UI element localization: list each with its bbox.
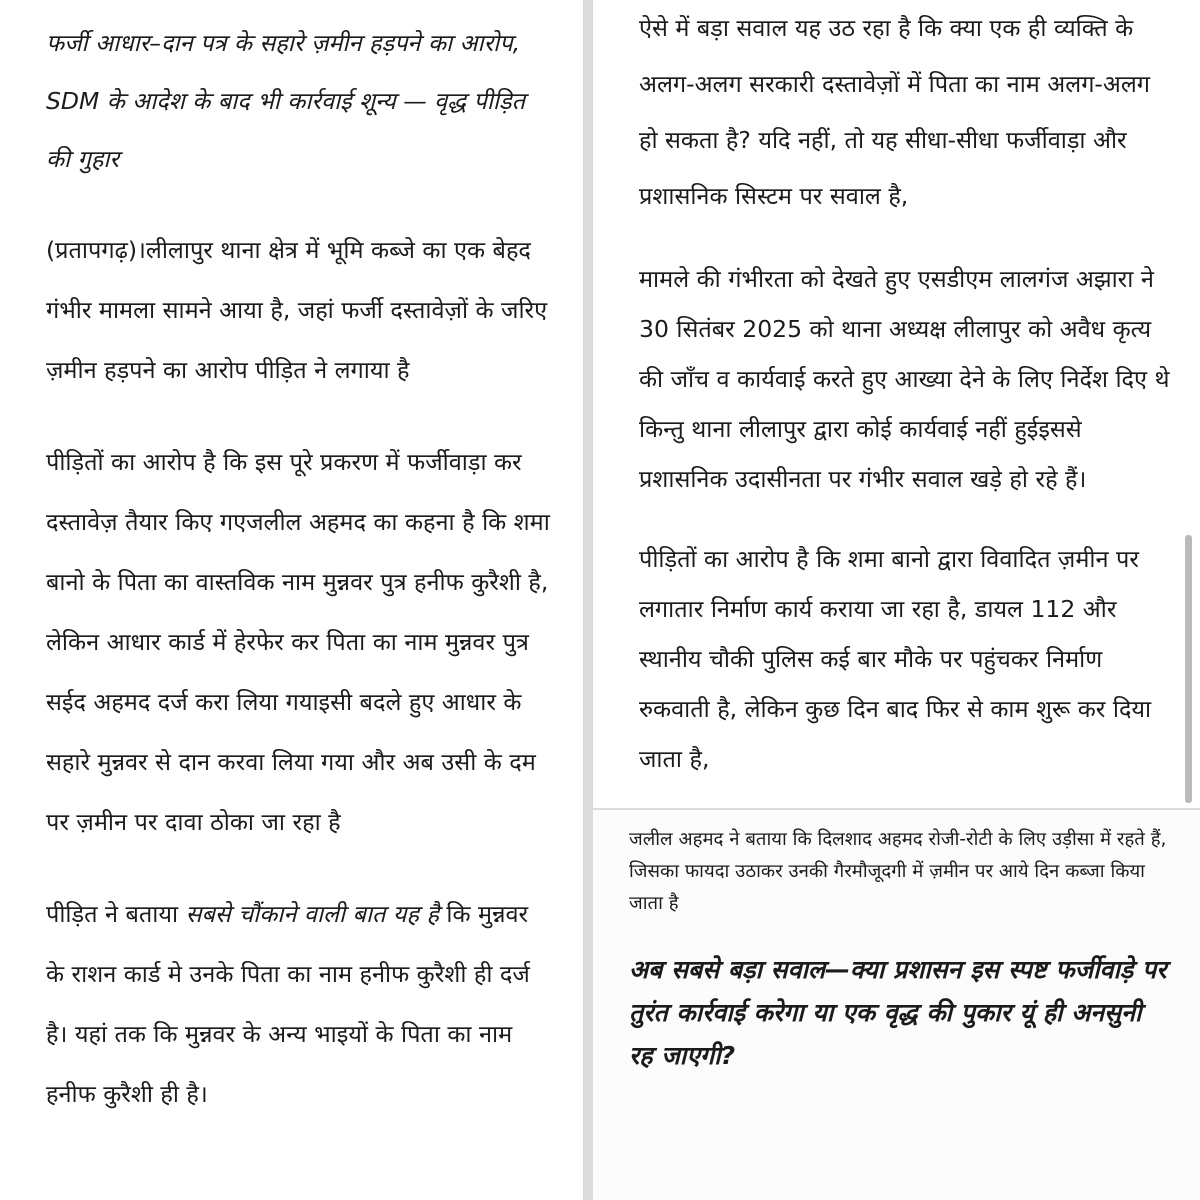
article-paragraph-allegation: पीड़ितों का आरोप है कि इस पूरे प्रकरण में फर्जीवाड़ा कर दस्तावेज़ तैयार किए गएजलील अहमद का कहना है कि शमा बानो के पिता का वास्तविक नाम मुन्नवर पुत्र हनीफ कुरैशी है, लेकिन आधार कार्ड में हेरफेर कर पिता का नाम मुन्नवर पुत्र सईद अहमद दर्ज करा लिया गयाइसी बदले हुए आधार के सहारे मुन्नवर से दान करवा लिया गया और अब उसी के दम पर ज़मीन पर दावा ठोका जा रहा है xyxy=(46,448,550,836)
paragraph-rest-text: कि मुन्नवर के राशन कार्ड मे उनके पिता का नाम हनीफ कुरैशी ही दर्ज है। यहां तक कि मुन्नवर के अन्य भाइयों के पिता का नाम हनीफ कुरैशी ही है। xyxy=(46,900,530,1108)
article-paragraph-ration-card xyxy=(46,884,551,1124)
article-paragraph-dilshad: जलील अहमद ने बताया कि दिलशाद अहमद रोजी-रोटी के लिए उड़ीसा में रहते हैं, जिसका फायदा उठाकर उनकी गैरमौजूदगी में ज़मीन पर आये दिन कब्जा किया जाता है xyxy=(629,829,1167,914)
right-article-panel xyxy=(593,0,1200,808)
scrollbar-thumb[interactable] xyxy=(1185,535,1192,803)
right-bottom-panel xyxy=(593,810,1200,1200)
article-paragraph-question: ऐसे में बड़ा सवाल यह उठ रहा है कि क्या एक ही व्यक्ति के अलग-अलग सरकारी दस्तावेज़ों में पिता का नाम अलग-अलग हो सकता है? यदि नहीं, तो यह सीधा-सीधा फर्जीवाड़ा और प्रशासनिक सिस्टम पर सवाल है, xyxy=(639,14,1151,210)
paragraph-emphasis-text: सबसे चौंकाने वाली बात यह है xyxy=(185,900,439,928)
article-headline: फर्जी आधार–दान पत्र के सहारे ज़मीन हड़पने का आरोप, SDM के आदेश के बाद भी कार्रवाई शून्य — वृद्ध पीड़ित की गुहार xyxy=(46,29,525,173)
paragraph-lead-text: पीड़ित ने बताया xyxy=(46,900,186,928)
article-paragraph-construction: पीड़ितों का आरोप है कि शमा बानो द्वारा विवादित ज़मीन पर लगातार निर्माण कार्य कराया जा रहा है, डायल 112 और स्थानीय चौकी पुलिस कई बार मौके पर पहुंचकर निर्माण रुकवाती है, लेकिन कुछ दिन बाद फिर से काम शुरू कर दिया जाता है, xyxy=(639,545,1152,773)
article-paragraph-intro: (प्रतापगढ़)।लीलापुर थाना क्षेत्र में भूमि कब्जे का एक बेहद गंभीर मामला सामने आया है, जहां फर्जी दस्तावेज़ों के जरिए ज़मीन हड़पने का आरोप पीड़ित ने लगाया है xyxy=(46,236,548,384)
left-article-panel xyxy=(0,0,583,1200)
closing-question: अब सबसे बड़ा सवाल—क्या प्रशासन इस स्पष्ट फर्जीवाड़े पर तुरंत कार्रवाई करेगा या एक वृद्ध की पुकार यूं ही अनसुनी रह जाएगी? xyxy=(629,955,1167,1070)
article-paragraph-sdm-order: मामले की गंभीरता को देखते हुए एसडीएम लालगंज अझारा ने 30 सितंबर 2025 को थाना अध्यक्ष लीलापुर को अवैध कृत्य की जाँच व कार्यवाई करते हुए आख्या देने के लिए निर्देश दिए थे किन्तु थाना लीलापुर द्वारा कोई कार्यवाई नहीं हुईइससे प्रशासनिक उदासीनता पर गंभीर सवाल खड़े हो रहे हैं। xyxy=(639,265,1170,493)
